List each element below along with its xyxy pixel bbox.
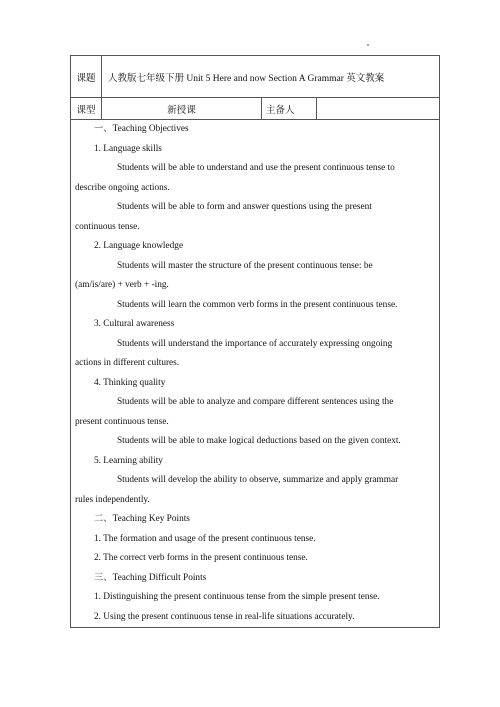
list-item: 2. The correct verb forms in the present continuous tense.	[94, 553, 308, 563]
subheading: 2. Language knowledge	[94, 241, 184, 251]
type-row	[71, 98, 439, 120]
page-mark	[367, 44, 369, 46]
paragraph-line: actions in different cultures.	[75, 358, 180, 368]
list-item: 1. The formation and usage of the present continuous tense.	[94, 534, 316, 544]
type-value: 新授课	[102, 98, 262, 119]
paragraph-line: Students will be able to form and answer questions using the present	[117, 202, 372, 212]
paragraph-line: Students will be able to analyze and compare different sentences using the	[117, 397, 394, 407]
type-label: 课型	[71, 98, 102, 119]
paragraph-line: Students will master the structure of the present continuous tense: be	[117, 261, 373, 271]
list-item: 1. Distinguishing the present continuous tense from the simple present tense.	[94, 592, 380, 602]
title-value: 人教版七年级下册 Unit 5 Here and now Section A Grammar 英文教案	[108, 73, 385, 84]
paragraph-line: present continuous tense.	[75, 417, 169, 427]
section-heading: 二、Teaching Key Points	[94, 514, 190, 524]
subheading: 1. Language skills	[94, 144, 162, 154]
section-heading: 一、Teaching Objectives	[94, 124, 189, 134]
preparer-value	[317, 98, 439, 119]
paragraph-line: continuous tense.	[75, 222, 140, 232]
preparer-label: 主备人	[262, 98, 317, 119]
paragraph-line: Students will learn the common verb forms in the present continuous tense.	[117, 300, 398, 310]
section-heading: 三、Teaching Difficult Points	[94, 573, 207, 583]
title-label: 课题	[71, 56, 102, 97]
paragraph-line: Students will be able to understand and use the present continuous tense to	[117, 163, 395, 173]
title-row	[71, 56, 439, 98]
paragraph-line: Students will develop the ability to observe, summarize and apply grammar	[117, 475, 399, 485]
paragraph-line: rules independently.	[75, 495, 150, 505]
paragraph-line: Students will understand the importance of accurately expressing ongoing	[117, 339, 393, 349]
lesson-content	[71, 120, 439, 627]
list-item: 2. Using the present continuous tense in real-life situations accurately.	[94, 612, 355, 622]
paragraph-line: describe ongoing actions.	[75, 183, 170, 193]
lesson-plan-table	[70, 55, 440, 628]
subheading: 5. Learning ability	[94, 456, 163, 466]
paragraph-line: (am/is/are) + verb + -ing.	[75, 280, 169, 290]
paragraph-line: Students will be able to make logical deductions based on the given context.	[117, 436, 401, 446]
subheading: 3. Cultural awareness	[94, 319, 175, 329]
subheading: 4. Thinking quality	[94, 378, 166, 388]
